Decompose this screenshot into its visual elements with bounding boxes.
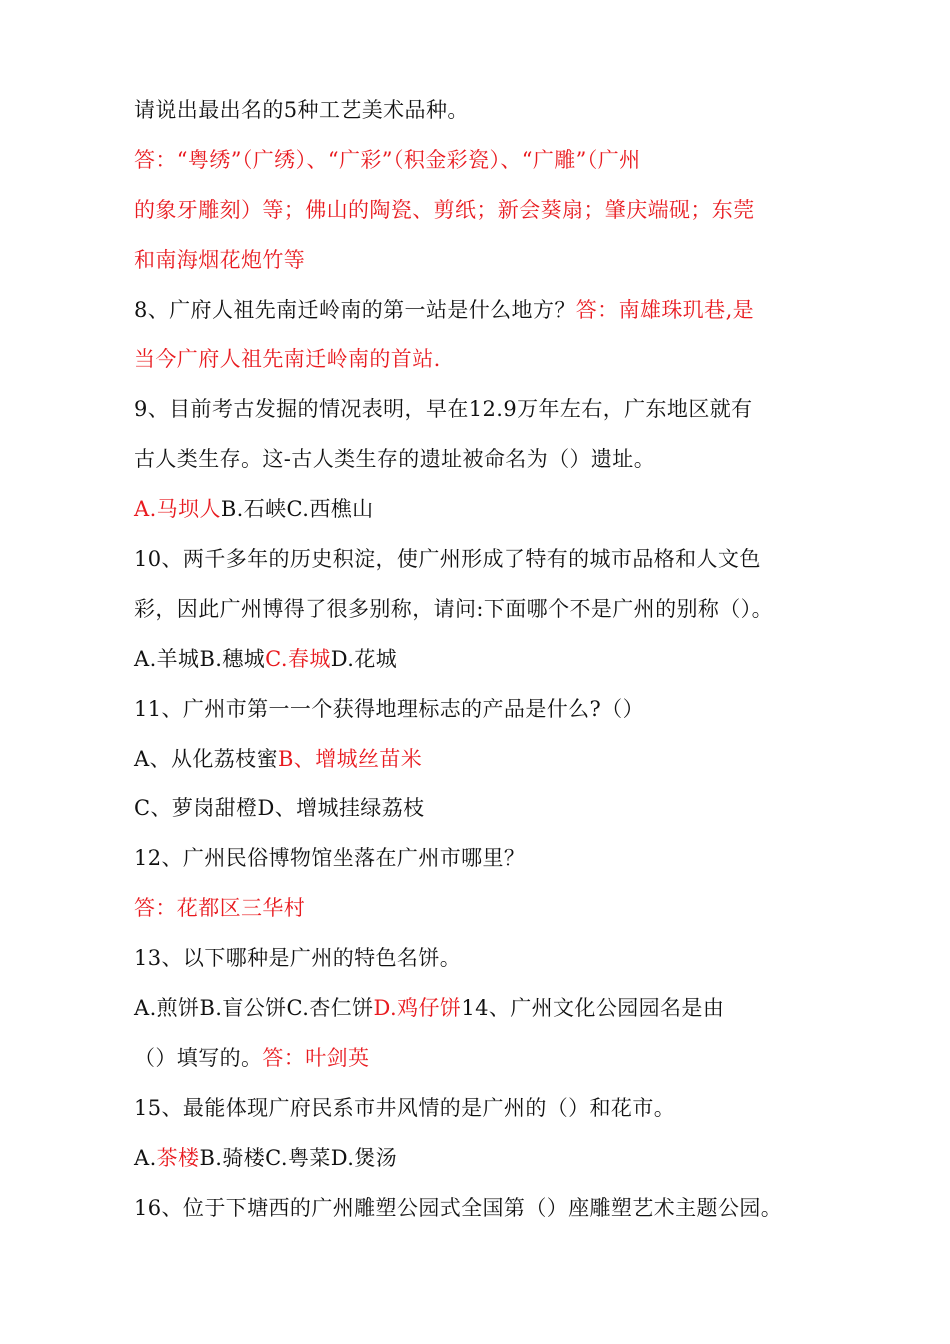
answer-text: 答：叶剑英 xyxy=(262,1045,370,1070)
question-text: 12、广州民俗博物馆坐落在广州市哪里？ xyxy=(134,846,526,871)
question-text: 14、广州文化公园园名是由 xyxy=(461,996,725,1021)
text-line xyxy=(134,635,834,685)
text-line xyxy=(134,1084,834,1134)
text-line xyxy=(134,1184,834,1234)
question-text: 彩，因此广州博得了很多别称，请问:下面哪个不是广州的别称（）。 xyxy=(134,596,773,621)
answer-text: 当今广府人祖先南迁岭南的首站. xyxy=(134,347,441,372)
question-text: A.羊城B.穗城 xyxy=(134,646,266,671)
answer-text: C.春城 xyxy=(265,646,331,671)
question-text: A、从化荔枝蜜 xyxy=(134,746,278,771)
text-line xyxy=(134,286,834,336)
text-line xyxy=(134,784,834,834)
question-text: A. xyxy=(134,1145,157,1170)
question-text: 8、广府人祖先南迁岭南的第一站是什么地方？ xyxy=(134,297,576,322)
answer-text: 答：花都区三华村 xyxy=(134,896,306,921)
answer-text: 的象牙雕刻）等；佛山的陶瓷、剪纸；新会葵扇；肇庆端砚；东莞 xyxy=(134,197,755,222)
question-text: 请说出最出名的5种工艺美术品种。 xyxy=(134,98,469,122)
text-line xyxy=(134,934,834,984)
question-text: 11、广州市第一一个获得地理标志的产品是什么?（） xyxy=(134,696,644,721)
text-line xyxy=(134,735,834,785)
question-text: A.煎饼B.盲公饼C.杏仁饼 xyxy=(134,996,374,1021)
text-line xyxy=(134,535,834,585)
text-line xyxy=(134,1134,834,1184)
document-page xyxy=(134,86,834,1233)
question-text: 9、目前考古发掘的情况表明，早在12.9万年左右，广东地区就有 xyxy=(134,397,753,422)
text-line xyxy=(134,984,834,1034)
question-text: B.石峡C.西樵山 xyxy=(220,497,374,522)
text-line xyxy=(134,236,834,286)
answer-text: B、增城丝苗米 xyxy=(277,746,423,771)
text-line xyxy=(134,485,834,535)
question-text: 古人类生存。这-古人类生存的遗址被命名为（）遗址。 xyxy=(134,447,656,472)
answer-text: 答：南雄珠玑巷,是 xyxy=(575,297,755,322)
text-line xyxy=(134,385,834,435)
text-line xyxy=(134,335,834,385)
question-text: 16、位于下塘西的广州雕塑公园式全国第（）座雕塑艺术主题公园。 xyxy=(134,1195,783,1220)
question-text: C、萝岗甜橙D、增城挂绿荔枝 xyxy=(134,796,425,821)
text-line xyxy=(134,685,834,735)
question-text: B.骑楼C.粤菜D.煲汤 xyxy=(199,1145,398,1170)
question-text: 15、最能体现广府民系市井风情的是广州的（）和花市。 xyxy=(134,1095,676,1120)
question-text: D.花城 xyxy=(330,646,398,671)
text-line xyxy=(134,884,834,934)
text-line xyxy=(134,136,834,186)
text-line xyxy=(134,186,834,236)
answer-text: 茶楼 xyxy=(156,1145,200,1170)
text-line xyxy=(134,585,834,635)
text-line xyxy=(134,834,834,884)
question-text: 10、两千多年的历史积淀，使广州形成了特有的城市品格和人文色 xyxy=(134,547,761,572)
answer-text: 和南海烟花炮竹等 xyxy=(134,247,306,272)
text-line xyxy=(134,1034,834,1084)
text-line xyxy=(134,86,834,136)
question-text: 13、以下哪种是广州的特色名饼。 xyxy=(134,946,462,971)
answer-text: 答：“粤绣”（广绣）、“广彩”（积金彩瓷）、“广雕”（广州 xyxy=(134,147,641,172)
answer-text: D.鸡仔饼 xyxy=(373,996,462,1021)
text-line xyxy=(134,435,834,485)
answer-text: A.马坝人 xyxy=(134,497,221,522)
question-text: （）填写的。 xyxy=(134,1045,263,1070)
